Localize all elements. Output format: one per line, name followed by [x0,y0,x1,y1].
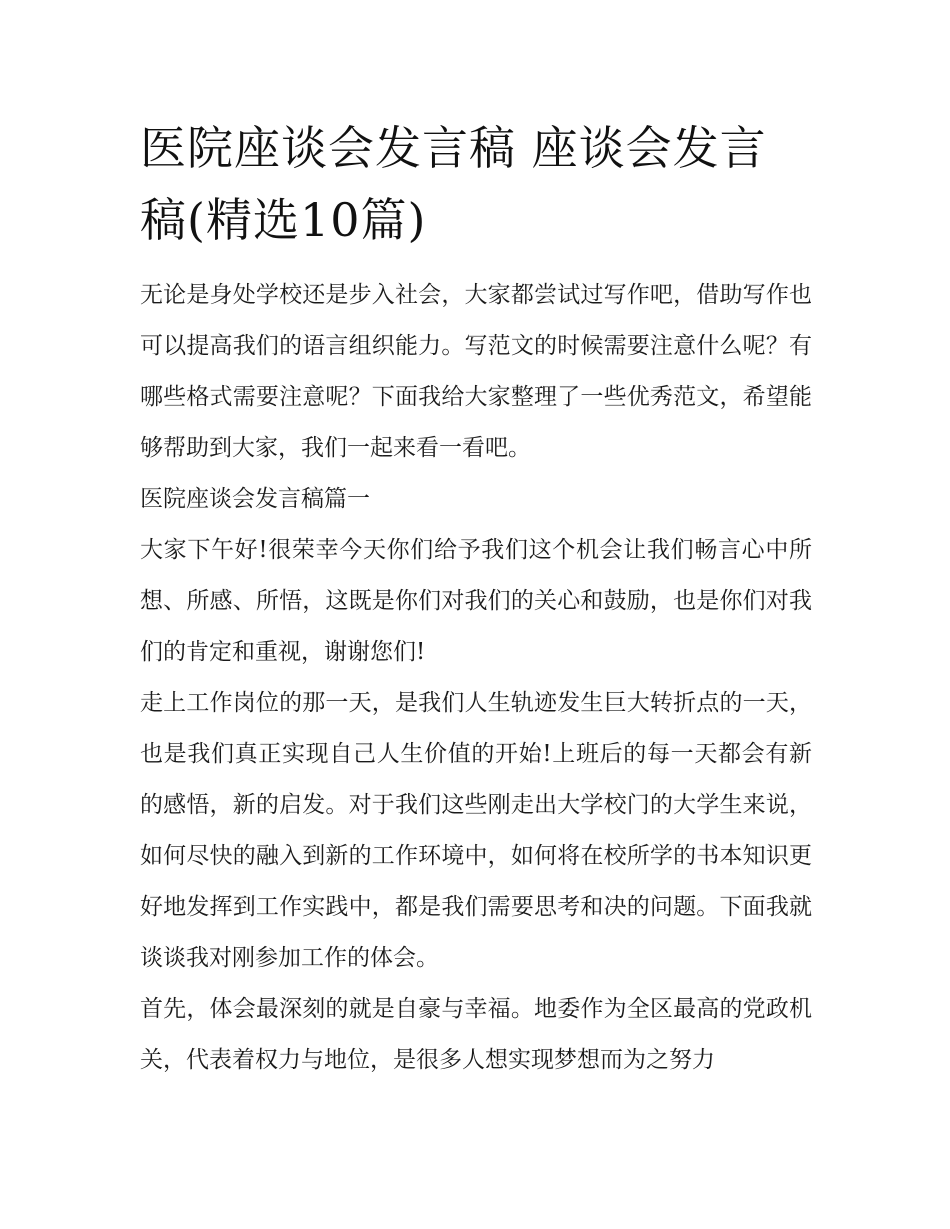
body-paragraph-3: 首先，体会最深刻的就是自豪与幸福。地委作为全区最高的党政机关，代表着权力与地位，是很多人想实现梦想而为之努力 [140,996,812,1073]
body-paragraph-2: 走上工作岗位的那一天，是我们人生轨迹发生巨大转折点的一天，也是我们真正实现自己人生价值的开始!上班后的每一天都会有新的感悟，新的启发。对于我们这些刚走出大学校门的大学生来说，如何尽快的融入到新的工作环境中，如何将在校所学的书本知识更好地发挥到工作实践中，都是我们需要思考和决的问题。下面我就谈谈我对刚参加工作的体会。 [140,690,812,971]
document-title: 医院座谈会发言稿 座谈会发言稿(精选10篇) [140,121,767,247]
intro-paragraph: 无论是身处学校还是步入社会，大家都尝试过写作吧，借助写作也可以提高我们的语言组织能力。写范文的时候需要注意什么呢？有哪些格式需要注意呢？下面我给大家整理了一些优秀范文，希望能够帮助到大家，我们一起来看一看吧。 [140,282,812,461]
section-heading: 医院座谈会发言稿篇一 [140,486,370,512]
document-page [140,112,812,1086]
body-paragraph-1: 大家下午好!很荣幸今天你们给予我们这个机会让我们畅言心中所想、所感、所悟，这既是你们对我们的关心和鼓励，也是你们对我们的肯定和重视，谢谢您们! [140,537,812,665]
